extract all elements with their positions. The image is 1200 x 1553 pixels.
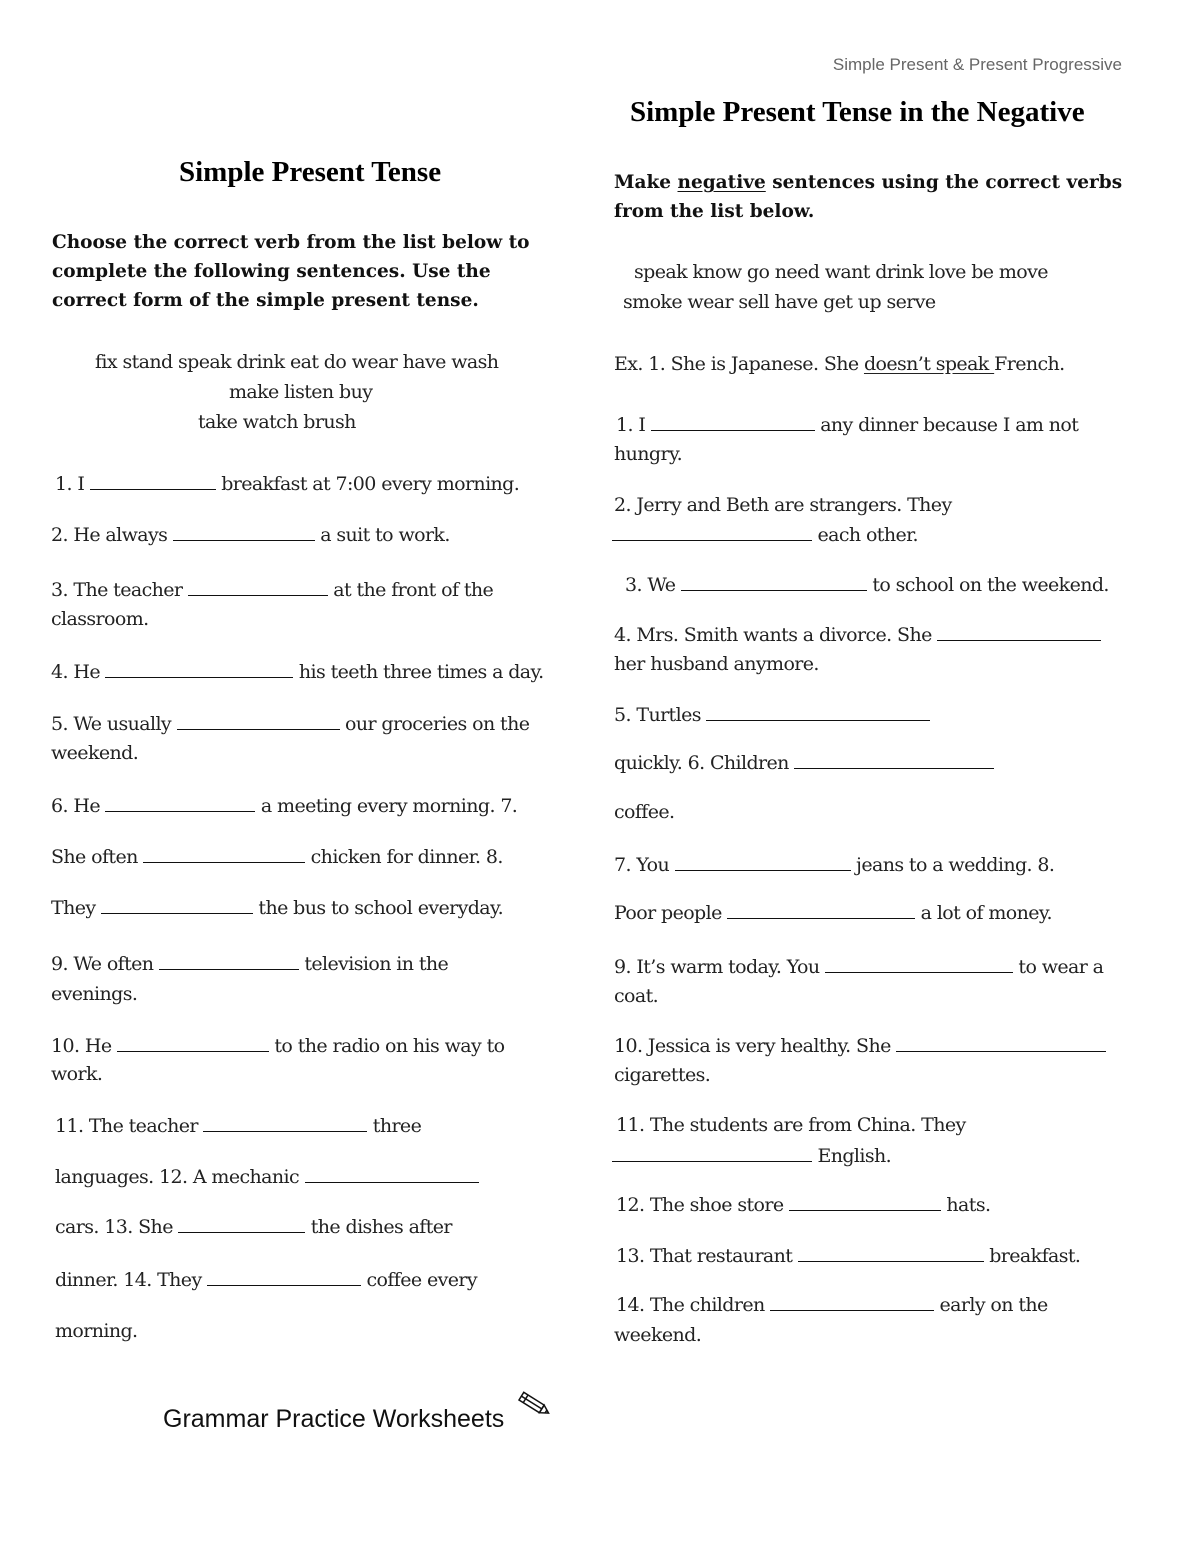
exercise-line: Poor people a lot of money.	[614, 898, 1052, 928]
exercise-line: weekend.	[51, 742, 139, 764]
exercise-line: each other.	[612, 520, 918, 550]
answer-blank[interactable]	[675, 851, 851, 871]
answer-blank[interactable]	[101, 894, 253, 914]
answer-blank[interactable]	[305, 1163, 479, 1183]
exercise-line: 2. Jerry and Beth are strangers. They	[614, 494, 952, 516]
exercise-line: 9. We often television in the	[51, 949, 448, 979]
answer-blank[interactable]	[651, 411, 815, 431]
right-instructions: Make negative sentences using the correct verbs from the list below.	[614, 172, 1123, 222]
exercise-line: 14. The children early on the	[616, 1290, 1048, 1320]
exercise-line: She often chicken for dinner. 8.	[51, 842, 503, 872]
exercise-line: 11. The teacher three	[55, 1111, 421, 1141]
answer-blank[interactable]	[794, 749, 994, 769]
exercise-line: weekend.	[614, 1324, 702, 1346]
exercise-line: 9. It’s warm today. You to wear a	[614, 952, 1103, 982]
example-line: Ex. 1. She is Japanese. She doesn’t speak French.	[614, 353, 1065, 375]
exercise-line: 1. I any dinner because I am not	[616, 410, 1078, 440]
exercise-line: 2. He always a suit to work.	[51, 520, 450, 550]
exercise-line: 5. We usually our groceries on the	[51, 709, 529, 739]
answer-blank[interactable]	[825, 953, 1013, 973]
right-title: Simple Present Tense in the Negative	[630, 96, 1085, 128]
exercise-line: 6. He a meeting every morning. 7.	[51, 791, 517, 821]
answer-blank[interactable]	[207, 1266, 361, 1286]
exercise-line: 10. Jessica is very healthy. She	[614, 1031, 1106, 1061]
answer-blank[interactable]	[105, 658, 293, 678]
exercise-line: coat.	[614, 985, 659, 1007]
exercise-line: cars. 13. She the dishes after	[55, 1212, 452, 1242]
exercise-line: 11. The students are from China. They	[616, 1114, 966, 1136]
left-word-bank-1: fix stand speak drink eat do wear have wash	[95, 351, 499, 373]
answer-blank[interactable]	[896, 1032, 1106, 1052]
footer-label: Grammar Practice Worksheets	[163, 1387, 553, 1434]
answer-blank[interactable]	[105, 792, 255, 812]
answer-blank[interactable]	[612, 1142, 812, 1162]
answer-blank[interactable]	[706, 701, 930, 721]
answer-blank[interactable]	[681, 571, 867, 591]
answer-blank[interactable]	[178, 1213, 305, 1233]
answer-blank[interactable]	[90, 470, 216, 490]
answer-blank[interactable]	[612, 521, 812, 541]
exercise-line: They the bus to school everyday.	[51, 893, 503, 923]
right-word-bank-2: smoke wear sell have get up serve	[623, 291, 936, 313]
exercise-line: 7. You jeans to a wedding. 8.	[614, 850, 1054, 880]
left-word-bank-2: make listen buy	[229, 381, 373, 403]
answer-blank[interactable]	[770, 1291, 934, 1311]
exercise-line: 4. He his teeth three times a day.	[51, 657, 544, 687]
exercise-line: classroom.	[51, 608, 149, 630]
exercise-line: languages. 12. A mechanic	[55, 1162, 479, 1192]
exercise-line: 13. That restaurant breakfast.	[616, 1241, 1080, 1271]
exercise-line: English.	[612, 1141, 891, 1171]
left-word-bank-3: take watch brush	[198, 411, 356, 433]
exercise-line: coffee.	[614, 801, 675, 823]
exercise-line: 1. I breakfast at 7:00 every morning.	[55, 469, 519, 499]
exercise-line: hungry.	[614, 443, 683, 465]
exercise-line: 12. The shoe store hats.	[616, 1190, 990, 1220]
left-title: Simple Present Tense	[179, 156, 442, 188]
exercise-line: 3. We to school on the weekend.	[625, 570, 1109, 600]
answer-blank[interactable]	[188, 576, 328, 596]
right-word-bank-1: speak know go need want drink love be move	[634, 261, 1048, 283]
answer-blank[interactable]	[143, 843, 305, 863]
answer-blank[interactable]	[727, 899, 915, 919]
answer-blank[interactable]	[177, 710, 340, 730]
exercise-line: 10. He to the radio on his way to	[51, 1031, 504, 1061]
answer-blank[interactable]	[203, 1112, 367, 1132]
left-instructions: Choose the correct verb from the list below to complete the following sentences. Use the correct form of the simple present tense.	[52, 232, 530, 311]
answer-blank[interactable]	[173, 521, 315, 541]
exercise-line: 5. Turtles	[614, 700, 930, 730]
exercise-line: 3. The teacher at the front of the	[51, 575, 493, 605]
answer-blank[interactable]	[159, 950, 299, 970]
exercise-line: morning.	[55, 1320, 138, 1342]
exercise-line: 4. Mrs. Smith wants a divorce. She	[614, 620, 1101, 650]
exercise-line: quickly. 6. Children	[614, 748, 994, 778]
answer-blank[interactable]	[117, 1032, 269, 1052]
exercise-line: work.	[51, 1063, 103, 1085]
running-header: Simple Present & Present Progressive	[832, 55, 1122, 74]
pencil-icon	[513, 1387, 553, 1421]
exercise-line: her husband anymore.	[614, 653, 819, 675]
exercise-line: evenings.	[51, 983, 138, 1005]
exercise-line: cigarettes.	[614, 1064, 711, 1086]
answer-blank[interactable]	[789, 1191, 941, 1211]
answer-blank[interactable]	[937, 621, 1101, 641]
answer-blank[interactable]	[798, 1242, 984, 1262]
exercise-line: dinner. 14. They coffee every	[55, 1265, 477, 1295]
